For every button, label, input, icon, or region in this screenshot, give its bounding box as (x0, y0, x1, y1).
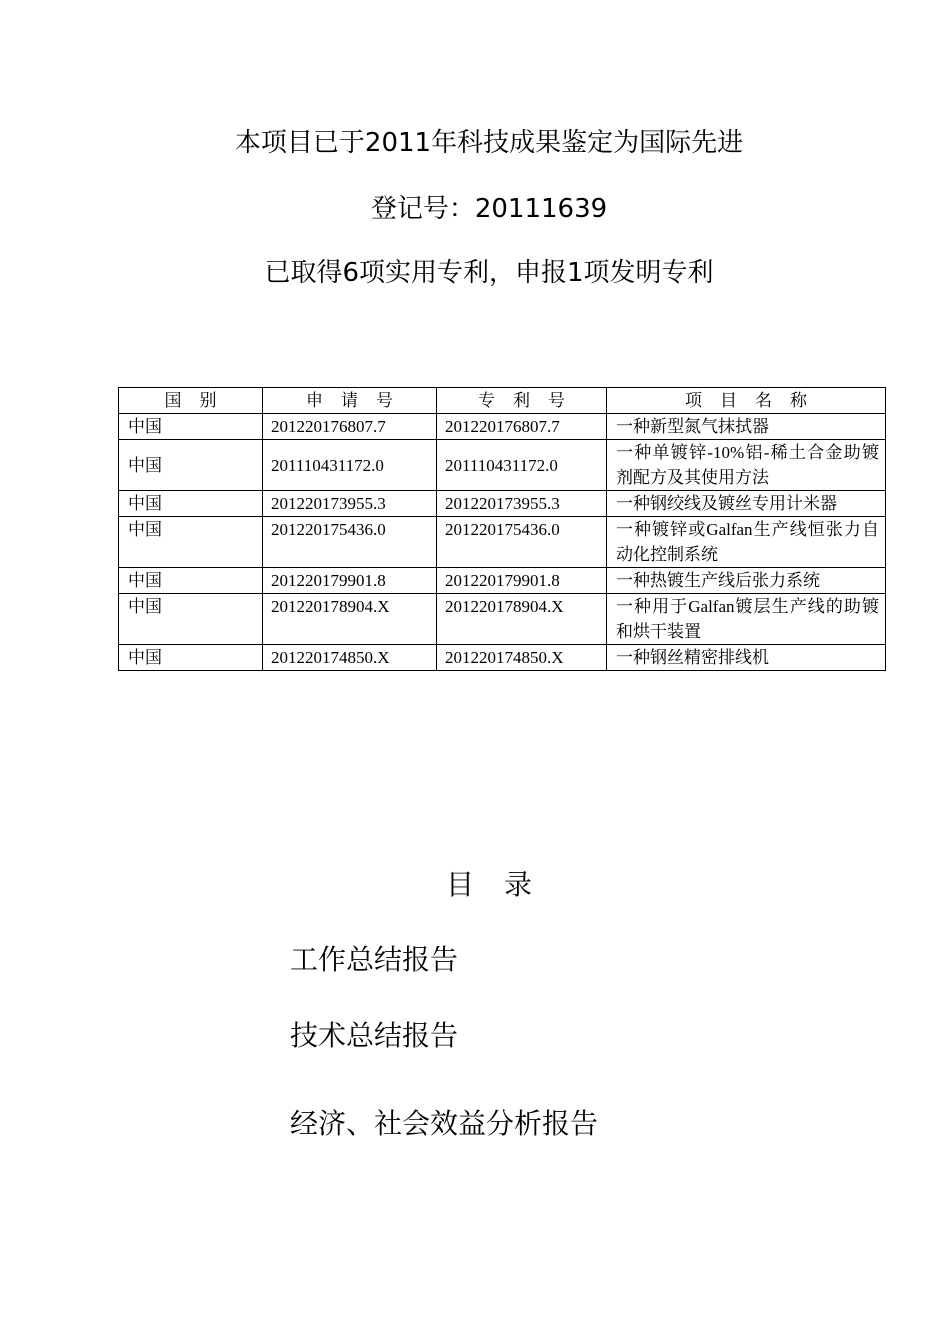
cell-application-no: 201220179901.8 (263, 568, 437, 594)
cell-project-name: 一种用于Galfan镀层生产线的助镀和烘干装置 (607, 594, 886, 645)
table-header-row (119, 388, 886, 414)
table-row (119, 440, 886, 491)
cell-application-no: 201220175436.0 (263, 517, 437, 568)
toc-title: 目录 (445, 868, 562, 901)
column-header-country: 国别 (119, 388, 263, 414)
cell-patent-no: 201110431172.0 (437, 440, 607, 491)
cell-country: 中国 (119, 440, 263, 491)
table-row (119, 414, 886, 440)
toc-item-technical-summary[interactable]: 技术总结报告 (290, 1019, 459, 1052)
cell-country: 中国 (119, 517, 263, 568)
table-row (119, 517, 886, 568)
column-header-patent-no: 专利号 (437, 388, 607, 414)
cell-application-no: 201110431172.0 (263, 440, 437, 491)
cell-country: 中国 (119, 594, 263, 645)
cell-project-name: 一种镀锌或Galfan生产线恒张力自动化控制系统 (607, 517, 886, 568)
cell-country: 中国 (119, 645, 263, 671)
cell-application-no: 201220174850.X (263, 645, 437, 671)
patent-summary: 已取得6项实用专利，申报1项发明专利 (264, 258, 714, 288)
cell-project-name: 一种钢丝精密排线机 (607, 645, 886, 671)
registration-number: 登记号：20111639 (370, 194, 608, 224)
table-row (119, 491, 886, 517)
cell-patent-no: 201220178904.X (437, 594, 607, 645)
cell-patent-no: 201220176807.7 (437, 414, 607, 440)
cell-project-name: 一种热镀生产线后张力系统 (607, 568, 886, 594)
column-header-application-no: 申请号 (263, 388, 437, 414)
cell-patent-no: 201220174850.X (437, 645, 607, 671)
cell-country: 中国 (119, 568, 263, 594)
cell-project-name: 一种单镀锌-10%铝-稀土合金助镀剂配方及其使用方法 (607, 440, 886, 491)
cell-application-no: 201220176807.7 (263, 414, 437, 440)
table-row (119, 594, 886, 645)
cell-patent-no: 201220173955.3 (437, 491, 607, 517)
cell-application-no: 201220173955.3 (263, 491, 437, 517)
cell-country: 中国 (119, 414, 263, 440)
cell-application-no: 201220178904.X (263, 594, 437, 645)
cell-project-name: 一种钢绞线及镀丝专用计米器 (607, 491, 886, 517)
toc-item-work-summary[interactable]: 工作总结报告 (290, 943, 459, 976)
toc-item-benefit-analysis[interactable]: 经济、社会效益分析报告 (290, 1107, 599, 1140)
table-row (119, 645, 886, 671)
column-header-project-name: 项目名称 (607, 388, 886, 414)
cell-patent-no: 201220175436.0 (437, 517, 607, 568)
patent-table (118, 387, 886, 671)
cell-country: 中国 (119, 491, 263, 517)
cell-patent-no: 201220179901.8 (437, 568, 607, 594)
achievement-statement: 本项目已于2011年科技成果鉴定为国际先进 (234, 128, 744, 158)
table-row (119, 568, 886, 594)
cell-project-name: 一种新型氮气抹拭器 (607, 414, 886, 440)
